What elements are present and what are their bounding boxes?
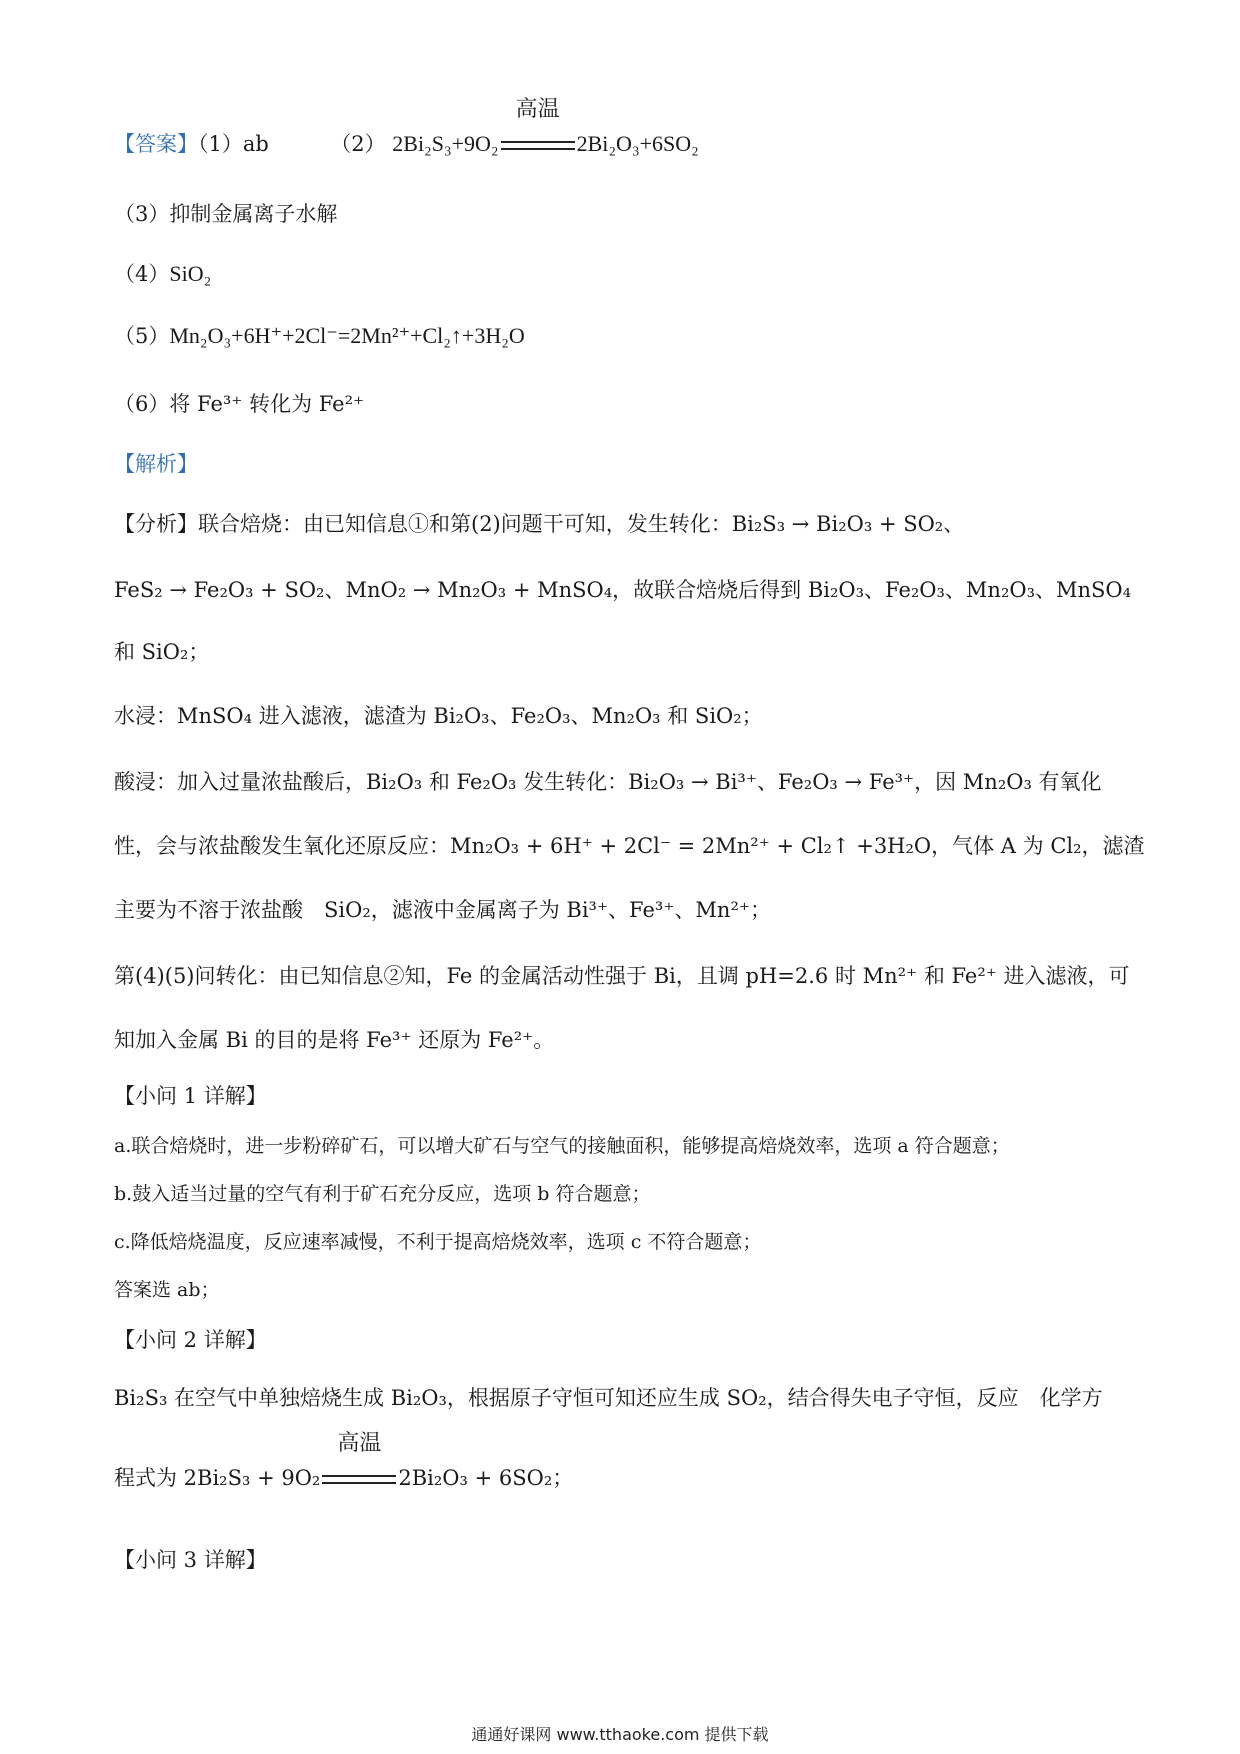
analysis-fenxi-1: 【分析】联合焙烧：由已知信息①和第(2)问题干可知，发生转化：Bi₂S₃ → Bi₂O₃ + SO₂、: [114, 512, 965, 536]
answer-q4-value: SiO₂: [169, 261, 212, 286]
analysis-fenxi-2: FeS₂ → Fe₂O₃ + SO₂、MnO₂ → Mn₂O₃ + MnSO₄，故联合焙烧后得到 Bi₂O₃、Fe₂O₃、Mn₂O₃、MnSO₄: [114, 578, 1132, 602]
answer-q2-rhs: 2Bi₂O₃+6SO₂: [576, 131, 699, 156]
answer-q5-label: （5）: [114, 324, 170, 348]
sub2-eq-lhs: 程式为 2Bi₂S₃ + 9O₂: [114, 1466, 321, 1490]
sub1-option-c: c.降低焙烧温度，反应速率减慢，不利于提高焙烧效率，选项 c 不符合题意；: [114, 1231, 762, 1253]
analysis-suanjin-1: 酸浸：加入过量浓盐酸后，Bi₂O₃ 和 Fe₂O₃ 发生转化：Bi₂O₃ → Bi³⁺、Fe₂O₃ → Fe³⁺，因 Mn₂O₃ 有氧化: [114, 770, 1102, 794]
sub2-high-temp-condition: [322, 1431, 396, 1494]
sub1-option-b: b.鼓入适当过量的空气有利于矿石充分反应，选项 b 符合题意；: [114, 1183, 651, 1205]
sub2-text-1: Bi₂S₃ 在空气中单独焙烧生成 Bi₂O₃，根据原子守恒可知还应生成 SO₂，结合得失电子守恒，反应 化学方: [114, 1386, 1103, 1410]
answer-q5-value: Mn₂O₃+6H⁺+2Cl⁻=2Mn²⁺+Cl₂↑+3H₂O: [169, 323, 525, 348]
condition-label: 高温: [515, 97, 560, 122]
answer-line-5: [114, 320, 1140, 352]
sub1-heading: 【小问 1 详解】: [114, 1084, 267, 1108]
sub2-text-2: [114, 1431, 1140, 1494]
page-footer: 通通好课网 www.tthaoke.com 提供下载: [471, 1725, 769, 1744]
analysis-suanjin-3: 主要为不溶于浓盐酸 SiO₂，滤液中金属离子为 Bi³⁺、Fe³⁺、Mn²⁺；: [114, 898, 771, 922]
analysis-shuijin: 水浸：MnSO₄ 进入滤液，滤渣为 Bi₂O₃、Fe₂O₃、Mn₂O₃ 和 SiO₂；: [114, 704, 763, 728]
analysis-heading: 【解析】: [114, 452, 198, 476]
answer-q4-label: （4）: [114, 262, 170, 286]
sub2-condition-label: 高温: [337, 1431, 382, 1456]
high-temp-condition: [501, 97, 575, 160]
sub1-option-a: a.联合焙烧时，进一步粉碎矿石，可以增大矿石与空气的接触面积，能够提高焙烧效率，选项 a 符合题意；: [114, 1135, 1010, 1157]
answer-q1: （1）ab: [198, 132, 269, 156]
answer-q6: （6）将 Fe³⁺ 转化为 Fe²⁺: [114, 392, 365, 416]
equals-bar: [501, 141, 575, 150]
analysis-suanjin-2: 性，会与浓盐酸发生氧化还原反应：Mn₂O₃ + 6H⁺ + 2Cl⁻ = 2Mn²⁺ + Cl₂↑ +3H₂O，气体 A 为 Cl₂，滤渣: [114, 834, 1145, 858]
answer-line-1: [114, 97, 1140, 160]
sub1-answer: 答案选 ab；: [114, 1279, 220, 1301]
sub2-heading: 【小问 2 详解】: [114, 1328, 267, 1352]
answer-q2-lhs: 2Bi₂S₃+9O₂: [392, 131, 499, 156]
answer-label: 【答案】: [114, 132, 198, 156]
analysis-fenxi-3: 和 SiO₂；: [114, 640, 210, 664]
sub2-equals-bar: [322, 1475, 396, 1484]
analysis-zhuanhua-1: 第(4)(5)问转化：由已知信息②知，Fe 的金属活动性强于 Bi，且调 pH=2.6 时 Mn²⁺ 和 Fe²⁺ 进入滤液，可: [114, 964, 1130, 988]
answer-q3: （3）抑制金属离子水解: [114, 202, 338, 226]
answer-line-4: [114, 258, 1140, 290]
answer-q2-label: （2）: [330, 132, 386, 156]
sub3-heading: 【小问 3 详解】: [114, 1548, 267, 1572]
sub2-eq-rhs: 2Bi₂O₃ + 6SO₂；: [398, 1466, 574, 1490]
analysis-zhuanhua-2: 知加入金属 Bi 的目的是将 Fe³⁺ 还原为 Fe²⁺。: [114, 1028, 555, 1052]
